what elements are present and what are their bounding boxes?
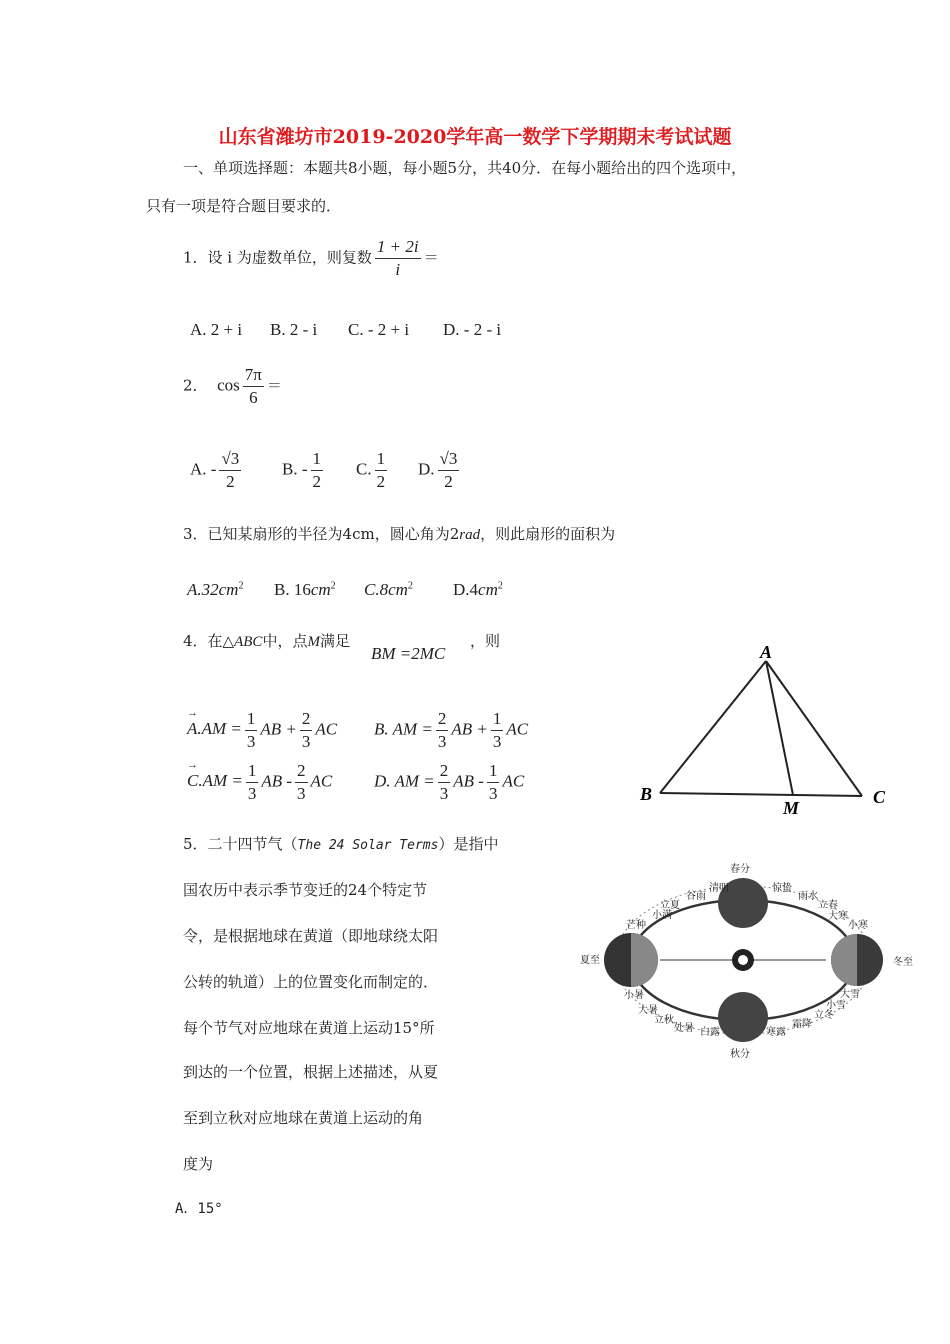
q3-d-exp: 2 bbox=[497, 580, 503, 592]
q2-c-fraction bbox=[375, 450, 388, 491]
q3-b-unit: cm bbox=[310, 580, 331, 599]
q4-option-c bbox=[187, 762, 332, 803]
q4-d-frac2 bbox=[487, 762, 500, 803]
q5-line-5: 每个节气对应地球在黄道上运动15°所 bbox=[183, 1019, 435, 1037]
q5-l1c: ）是指中 bbox=[438, 835, 499, 853]
q4-a-f1n: 1 bbox=[245, 710, 258, 731]
term-dashu: 大暑 bbox=[638, 1005, 658, 1016]
term-guyu: 谷雨 bbox=[686, 891, 706, 902]
term-xiaoxue: 小雪 bbox=[826, 1000, 846, 1011]
q4-point-m: M bbox=[307, 634, 320, 650]
q4-b-f2d: 3 bbox=[492, 732, 502, 751]
earth-autumn bbox=[718, 992, 768, 1042]
label-winter: 冬至 bbox=[893, 957, 913, 968]
q2-option-a bbox=[190, 450, 244, 491]
q4-a-f2d: 3 bbox=[301, 732, 311, 751]
label-spring: 春分 bbox=[730, 864, 750, 875]
term-bailu: 白露 bbox=[700, 1027, 720, 1038]
q4-d-f2d: 3 bbox=[488, 784, 498, 803]
label-a: A bbox=[760, 642, 773, 662]
section-line-2: 只有一项是符合题目要求的． bbox=[146, 197, 342, 215]
q3-d-value: D.4 bbox=[453, 580, 479, 599]
q3-option-c bbox=[364, 580, 413, 600]
question-3 bbox=[183, 523, 615, 544]
term-yushui: 雨水 bbox=[798, 891, 818, 902]
sun-center bbox=[738, 955, 748, 965]
q4-b-f1d: 3 bbox=[437, 732, 447, 751]
summer-lit-half bbox=[631, 933, 658, 987]
term-lidong: 立冬 bbox=[814, 1010, 834, 1021]
document-title: 山东省潍坊市2019-2020学年高一数学下学期期末考试试题 bbox=[218, 126, 732, 148]
q1-numerator: 1 + 2i bbox=[375, 238, 421, 259]
q2-b-den: 2 bbox=[312, 472, 321, 491]
q2-b-num: 1 bbox=[311, 450, 324, 471]
triangle-figure bbox=[630, 640, 900, 825]
question-2 bbox=[183, 366, 282, 407]
q5-option-a: A．15° bbox=[175, 1201, 223, 1217]
q1-option-a: A. 2 + i bbox=[190, 320, 243, 339]
q4-b-f2n: 1 bbox=[491, 710, 504, 731]
q4-c-frac2 bbox=[295, 762, 308, 803]
q1-denominator: i bbox=[395, 260, 401, 279]
q3-a-exp: 2 bbox=[238, 580, 244, 592]
term-chushu: 处暑 bbox=[674, 1023, 694, 1034]
winter-lit-half bbox=[831, 934, 857, 986]
term-lixia: 立夏 bbox=[660, 900, 680, 911]
q5-line-4: 公转的轨道）上的位置变化而制定的． bbox=[183, 973, 439, 991]
q2-b-label: B. - bbox=[282, 459, 308, 479]
term-jingzhe: 惊蛰 bbox=[772, 883, 792, 894]
q2-option-d bbox=[418, 450, 462, 491]
q4-option-a bbox=[187, 710, 337, 751]
q1-fraction bbox=[375, 238, 421, 279]
q2-option-c bbox=[356, 450, 390, 491]
q3-b-exp: 2 bbox=[330, 580, 336, 592]
q4-c-f1n: 1 bbox=[246, 762, 259, 783]
q2-c-label: C. bbox=[356, 459, 372, 479]
q4-stem-d: ，则 bbox=[470, 632, 501, 650]
term-shuangjiang: 霜降 bbox=[792, 1019, 812, 1030]
q1-equals: ＝ bbox=[423, 248, 439, 267]
q3-option-b bbox=[274, 580, 336, 600]
q4-b-frac2 bbox=[491, 710, 504, 751]
q4-stem-c: 满足 bbox=[319, 632, 350, 650]
question-1 bbox=[183, 238, 439, 279]
q3-c-exp: 2 bbox=[407, 580, 413, 592]
q4-a-frac2 bbox=[300, 710, 313, 751]
q3-d-unit: cm bbox=[478, 580, 498, 599]
q4-d-lead: D. AM = bbox=[374, 771, 435, 791]
q4-option-d bbox=[374, 762, 524, 803]
q4-b-tail: AC bbox=[506, 719, 529, 739]
q5-line-6: 到达的一个位置，根据上述描述，从夏 bbox=[183, 1063, 439, 1081]
q2-d-fraction bbox=[438, 450, 460, 491]
q5-line-3: 令，是根据地球在黄道（即地球绕太阳 bbox=[183, 927, 439, 945]
q3-a-value: A.32 bbox=[187, 580, 219, 599]
q2-a-den: 2 bbox=[226, 472, 235, 491]
q3-option-a bbox=[187, 580, 243, 600]
q2-d-num: √3 bbox=[438, 450, 460, 471]
q4-c-f2n: 2 bbox=[295, 762, 308, 783]
q4-a-frac1 bbox=[245, 710, 258, 751]
q5-line-7: 至到立秋对应地球在黄道上运动的角 bbox=[183, 1109, 424, 1127]
q4-a-f1d: 3 bbox=[246, 732, 256, 751]
q2-option-b bbox=[282, 450, 326, 491]
term-mangzhong: 芒种 bbox=[626, 920, 646, 931]
q4-d-f1n: 2 bbox=[438, 762, 451, 783]
q4-a-tail: AC bbox=[315, 719, 338, 739]
q2-equals: ＝ bbox=[266, 376, 282, 395]
q2-a-num: √3 bbox=[219, 450, 241, 471]
label-autumn: 秋分 bbox=[730, 1049, 750, 1060]
q4-d-frac1 bbox=[438, 762, 451, 803]
q4-option-b bbox=[374, 710, 528, 751]
q2-d-den: 2 bbox=[444, 472, 453, 491]
q5-line-8: 度为 bbox=[183, 1155, 214, 1173]
term-dahan: 大寒 bbox=[828, 911, 848, 922]
q3-c-value: C.8 bbox=[364, 580, 389, 599]
label-b: B bbox=[640, 784, 653, 804]
q2-denominator: 6 bbox=[249, 388, 258, 407]
q5-l1a: 5．二十四节气（ bbox=[183, 835, 298, 853]
term-xiaoman: 小满 bbox=[652, 910, 672, 921]
q4-c-mid: AB - bbox=[261, 771, 293, 791]
q4-a-mid: AB + bbox=[260, 719, 297, 739]
q5-line-2: 国农历中表示季节变迁的24个特定节 bbox=[183, 881, 428, 899]
q2-c-den: 2 bbox=[376, 472, 386, 491]
q4-d-f1d: 3 bbox=[439, 784, 449, 803]
label-c: C bbox=[873, 787, 886, 807]
q5-line-1 bbox=[183, 833, 498, 854]
q4-b-lead: B. AM = bbox=[374, 719, 433, 739]
q4-stem-a: 4．在△ bbox=[183, 632, 235, 650]
q4-c-f2d: 3 bbox=[297, 784, 306, 803]
side-bc bbox=[660, 793, 862, 796]
q3-stem-b: ，则此扇形的面积为 bbox=[480, 525, 616, 543]
q3-option-d bbox=[453, 580, 503, 600]
q4-a-lead: → A.AM = bbox=[187, 719, 242, 738]
q2-b-fraction bbox=[311, 450, 324, 491]
q4-c-frac1 bbox=[246, 762, 259, 803]
q1-option-c: C. - 2 + i bbox=[348, 320, 410, 339]
q4-c-lead: → C.AM = bbox=[187, 771, 243, 790]
q2-numerator: 7π bbox=[243, 366, 264, 387]
q3-rad: rad bbox=[459, 527, 481, 543]
q1-stem: 1．设 i 为虚数单位，则复数 bbox=[183, 248, 372, 267]
q4-d-f2n: 1 bbox=[487, 762, 500, 783]
q4-b-frac1 bbox=[436, 710, 449, 751]
q4-d-mid: AB - bbox=[453, 771, 484, 791]
term-xiaoshu: 小暑 bbox=[624, 990, 644, 1001]
label-m: M bbox=[783, 798, 800, 818]
q4-a-f2n: 2 bbox=[300, 710, 313, 731]
q4-c-tail: AC bbox=[310, 771, 333, 791]
q2-number: 2． bbox=[183, 376, 208, 395]
q1-option-b: B. 2 - i bbox=[270, 320, 318, 339]
q4-b-f1n: 2 bbox=[436, 710, 449, 731]
side-ab bbox=[660, 661, 766, 793]
solar-terms-figure bbox=[578, 855, 918, 1060]
q4-stem-b: 中，点 bbox=[262, 632, 308, 650]
q2-a-fraction bbox=[219, 450, 241, 491]
q3-a-unit: cm bbox=[218, 580, 239, 599]
q2-cos: cos bbox=[217, 375, 240, 395]
term-lichun: 立春 bbox=[818, 900, 838, 911]
q3-stem-a: 3．已知某扇形的半径为4cm，圆心角为2 bbox=[183, 525, 460, 543]
term-liqiu: 立秋 bbox=[654, 1015, 674, 1026]
section-line-1: 一、单项选择题：本题共8小题，每小题5分，共40分．在每小题给出的四个选项中， bbox=[183, 159, 747, 177]
q4-d-tail: AC bbox=[502, 771, 525, 791]
q4-b-mid: AB + bbox=[451, 719, 488, 739]
q3-b-value: B. 16 bbox=[274, 580, 311, 599]
term-qingming: 清明 bbox=[709, 883, 729, 894]
q1-option-d: D. - 2 - i bbox=[443, 320, 502, 339]
label-summer: 夏至 bbox=[580, 955, 600, 966]
q4-triangle-name: ABC bbox=[234, 634, 263, 650]
q2-fraction bbox=[243, 366, 264, 407]
question-4 bbox=[183, 630, 350, 651]
q2-d-label: D. bbox=[418, 459, 435, 479]
q2-a-label: A. - bbox=[190, 459, 217, 479]
term-hanlu: 寒露 bbox=[766, 1027, 786, 1038]
term-xiaohan: 小寒 bbox=[848, 920, 868, 931]
q4-c-f1d: 3 bbox=[247, 784, 257, 803]
q2-c-num: 1 bbox=[375, 450, 388, 471]
q3-c-unit: cm bbox=[388, 580, 408, 599]
term-daxue: 大雪 bbox=[840, 989, 860, 1000]
q4-condition: BM =2MC bbox=[371, 644, 446, 663]
q5-l1b: The 24 Solar Terms bbox=[297, 838, 439, 853]
